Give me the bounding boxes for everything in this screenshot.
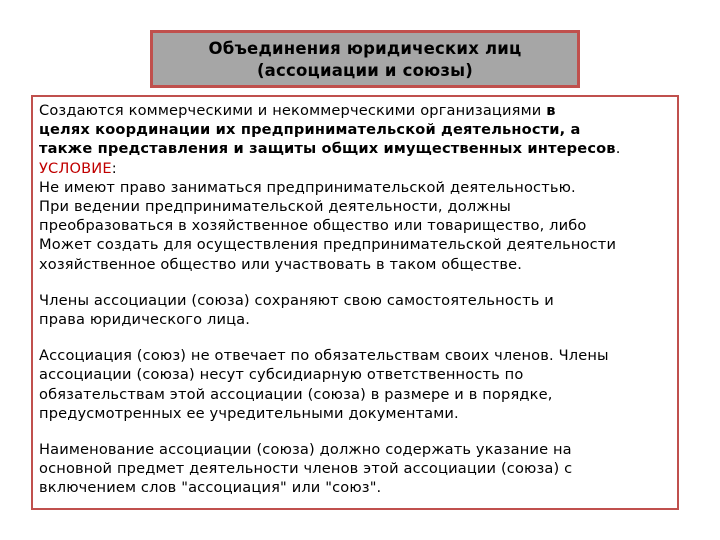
paragraph-naming [39,440,671,498]
condition-colon: : [111,159,117,177]
text-segment: . [615,140,621,158]
text-line: ассоциации (союза) несут субсидиарную ответственность по [39,366,524,384]
text-line: преобразоваться в хозяйственное общество или товарищество, либо [39,217,587,235]
paragraph-creation [39,101,671,274]
text-line: При ведении предпринимательской деятельности, должны [39,198,511,216]
text-line: Члены ассоциации (союза) сохраняют свою самостоятельность и [39,291,554,309]
text-line: предусмотренных ее учредительными документами. [39,404,459,422]
text-line: права юридического лица. [39,311,251,329]
text-segment: Создаются коммерческими и некоммерческими организациями [39,102,542,119]
text-line-bold: целях координации их предпринимательской деятельности, а [39,121,581,139]
text-line: основной предмет деятельности членов этой ассоциации (союза) с [39,460,573,478]
condition-label: УСЛОВИЕ [39,159,112,177]
text-line: Не имеют право заниматься предпринимательской деятельностью. [39,178,576,196]
paragraph-independence [39,291,671,329]
text-line [39,101,671,120]
slide-title-box [150,30,580,88]
paragraph-spacer [39,329,671,346]
text-line: обязательствам этой ассоциации (союза) в размере и в порядке, [39,385,553,403]
text-line: хозяйственное общество или участвовать в таком обществе. [39,255,523,273]
text-line: Ассоциация (союз) не отвечает по обязательствам своих членов. Члены [39,347,609,365]
text-segment-bold: также представления и защиты общих имущественных интересов [39,140,616,158]
content-box [31,95,679,510]
slide-title-line-1: Объединения юридических лиц [208,39,522,58]
text-line: включением слов "ассоциация" или "союз". [39,479,382,497]
paragraph-liability [39,346,671,423]
condition-line [39,159,671,178]
text-line [39,139,671,158]
slide-title-line-2: (ассоциации и союзы) [256,61,474,80]
paragraph-spacer [39,274,671,291]
text-line: Может создать для осуществления предпринимательской деятельности [39,236,617,254]
text-segment-bold: в [546,102,556,119]
text-line: Наименование ассоциации (союза) должно содержать указание на [39,441,572,459]
paragraph-spacer [39,423,671,440]
